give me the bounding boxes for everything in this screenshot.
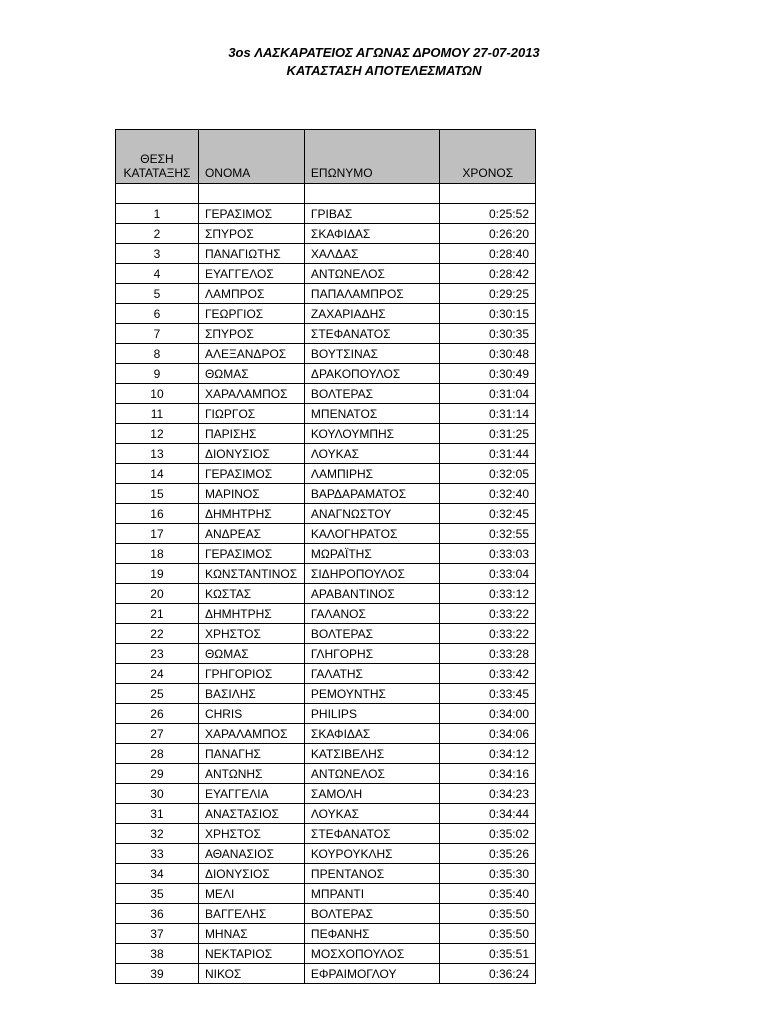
cell-position: 27 (116, 724, 199, 744)
cell-first-name: ΛΑΜΠΡΟΣ (198, 284, 304, 304)
cell-time: 0:35:50 (440, 924, 536, 944)
cell-first-name: ΑΝΔΡΕΑΣ (198, 524, 304, 544)
cell-first-name: ΜΕΛΙ (198, 884, 304, 904)
table-header (116, 130, 536, 184)
cell-position: 39 (116, 964, 199, 984)
table-body (116, 184, 536, 984)
cell-time: 0:31:44 (440, 444, 536, 464)
cell-first-name: ΔΙΟΝΥΣΙΟΣ (198, 444, 304, 464)
cell-first-name: ΚΩΣΤΑΣ (198, 584, 304, 604)
header-first-name: ΟΝΟΜΑ (198, 130, 304, 184)
cell-last-name: ΧΑΛΔΑΣ (304, 244, 440, 264)
cell-time: 0:36:24 (440, 964, 536, 984)
cell-time: 0:35:30 (440, 864, 536, 884)
cell-first-name: ΣΠΥΡΟΣ (198, 224, 304, 244)
cell-last-name: ΓΡΙΒΑΣ (304, 204, 440, 224)
cell-position: 3 (116, 244, 199, 264)
header-time: ΧΡΟΝΟΣ (440, 130, 536, 184)
cell-time: 0:29:25 (440, 284, 536, 304)
table-row (116, 584, 536, 604)
cell-time: 0:28:40 (440, 244, 536, 264)
cell-position: 24 (116, 664, 199, 684)
cell-first-name: ΘΩΜΑΣ (198, 644, 304, 664)
table-row (116, 924, 536, 944)
cell-last-name: ΛΟΥΚΑΣ (304, 804, 440, 824)
table-row (116, 704, 536, 724)
cell-last-name: ΠΡΕΝΤΑΝΟΣ (304, 864, 440, 884)
cell-first-name: ΓΕΡΑΣΙΜΟΣ (198, 464, 304, 484)
cell-time: 0:28:42 (440, 264, 536, 284)
cell-time: 0:32:45 (440, 504, 536, 524)
cell-time: 0:33:03 (440, 544, 536, 564)
cell-last-name: ΡΕΜΟΥΝΤΗΣ (304, 684, 440, 704)
cell-position: 31 (116, 804, 199, 824)
cell-position: 4 (116, 264, 199, 284)
cell-time: 0:33:22 (440, 624, 536, 644)
cell-first-name: ΓΕΡΑΣΙΜΟΣ (198, 544, 304, 564)
cell-time: 0:33:45 (440, 684, 536, 704)
document-title: 3os ΛΑΣΚΑΡΑΤΕΙΟΣ ΑΓΩΝΑΣ ΔΡΟΜΟΥ 27-07-2013 (228, 45, 540, 60)
cell-time: 0:35:50 (440, 904, 536, 924)
cell-first-name: ΕΥΑΓΓΕΛΟΣ (198, 264, 304, 284)
header-position (116, 130, 199, 184)
cell-time: 0:34:06 (440, 724, 536, 744)
empty-cell (116, 184, 199, 204)
cell-first-name: ΑΝΑΣΤΑΣΙΟΣ (198, 804, 304, 824)
cell-first-name: ΑΘΑΝΑΣΙΟΣ (198, 844, 304, 864)
cell-time: 0:34:12 (440, 744, 536, 764)
cell-position: 13 (116, 444, 199, 464)
cell-first-name: ΝΕΚΤΑΡΙΟΣ (198, 944, 304, 964)
table-row (116, 724, 536, 744)
table-row (116, 844, 536, 864)
cell-position: 38 (116, 944, 199, 964)
table-row (116, 524, 536, 544)
table-row (116, 904, 536, 924)
cell-position: 28 (116, 744, 199, 764)
cell-first-name: ΓΕΩΡΓΙΟΣ (198, 304, 304, 324)
cell-time: 0:35:51 (440, 944, 536, 964)
table-row (116, 324, 536, 344)
cell-position: 20 (116, 584, 199, 604)
cell-first-name: ΧΑΡΑΛΑΜΠΟΣ (198, 724, 304, 744)
cell-last-name: PHILIPS (304, 704, 440, 724)
cell-last-name: ΜΟΣΧΟΠΟΥΛΟΣ (304, 944, 440, 964)
cell-time: 0:33:04 (440, 564, 536, 584)
cell-last-name: ΕΦΡΑΙΜΟΓΛΟΥ (304, 964, 440, 984)
cell-time: 0:30:49 (440, 364, 536, 384)
cell-position: 33 (116, 844, 199, 864)
cell-last-name: ΜΩΡΑΪΤΗΣ (304, 544, 440, 564)
cell-position: 36 (116, 904, 199, 924)
table-row (116, 244, 536, 264)
table-row (116, 604, 536, 624)
cell-position: 23 (116, 644, 199, 664)
cell-position: 19 (116, 564, 199, 584)
cell-position: 34 (116, 864, 199, 884)
cell-first-name: ΓΙΩΡΓΟΣ (198, 404, 304, 424)
cell-time: 0:32:55 (440, 524, 536, 544)
cell-first-name: ΣΠΥΡΟΣ (198, 324, 304, 344)
cell-last-name: ΠΕΦΑΝΗΣ (304, 924, 440, 944)
table-row (116, 804, 536, 824)
document-subtitle: ΚΑΤΑΣΤΑΣΗ ΑΠΟΤΕΛΕΣΜΑΤΩΝ (286, 63, 482, 78)
cell-time: 0:34:44 (440, 804, 536, 824)
cell-position: 9 (116, 364, 199, 384)
cell-first-name: ΝΙΚΟΣ (198, 964, 304, 984)
header-position-line1: ΘΕΣΗ (140, 152, 174, 166)
cell-first-name: ΑΛΕΞΑΝΔΡΟΣ (198, 344, 304, 364)
cell-position: 17 (116, 524, 199, 544)
table-row-empty (116, 184, 536, 204)
table-row (116, 464, 536, 484)
cell-position: 10 (116, 384, 199, 404)
cell-position: 14 (116, 464, 199, 484)
cell-time: 0:30:48 (440, 344, 536, 364)
cell-first-name: ΜΗΝΑΣ (198, 924, 304, 944)
cell-last-name: ΓΑΛΑΤΗΣ (304, 664, 440, 684)
cell-time: 0:35:26 (440, 844, 536, 864)
cell-last-name: ΒΟΛΤΕΡΑΣ (304, 384, 440, 404)
table-row (116, 544, 536, 564)
cell-position: 26 (116, 704, 199, 724)
cell-time: 0:31:04 (440, 384, 536, 404)
cell-position: 29 (116, 764, 199, 784)
cell-last-name: ΓΑΛΑΝΟΣ (304, 604, 440, 624)
cell-first-name: ΧΡΗΣΤΟΣ (198, 624, 304, 644)
cell-position: 11 (116, 404, 199, 424)
table-row (116, 664, 536, 684)
table-row (116, 364, 536, 384)
cell-last-name: ΜΠΕΝΑΤΟΣ (304, 404, 440, 424)
cell-last-name: ΣΚΑΦΙΔΑΣ (304, 224, 440, 244)
cell-last-name: ΣΚΑΦΙΔΑΣ (304, 724, 440, 744)
cell-first-name: ΔΙΟΝΥΣΙΟΣ (198, 864, 304, 884)
table-row (116, 404, 536, 424)
cell-first-name: ΠΑΝΑΓΗΣ (198, 744, 304, 764)
cell-first-name: ΓΕΡΑΣΙΜΟΣ (198, 204, 304, 224)
cell-last-name: ΑΝΑΓΝΩΣΤΟΥ (304, 504, 440, 524)
table-row (116, 884, 536, 904)
cell-last-name: ΒΟΛΤΕΡΑΣ (304, 624, 440, 644)
cell-first-name: ΔΗΜΗΤΡΗΣ (198, 604, 304, 624)
table-row (116, 624, 536, 644)
table-row (116, 964, 536, 984)
cell-first-name: ΠΑΡΙΣΗΣ (198, 424, 304, 444)
cell-first-name: ΔΗΜΗΤΡΗΣ (198, 504, 304, 524)
empty-cell (304, 184, 440, 204)
cell-first-name: ΘΩΜΑΣ (198, 364, 304, 384)
cell-position: 21 (116, 604, 199, 624)
cell-last-name: ΒΑΡΔΑΡΑΜΑΤΟΣ (304, 484, 440, 504)
cell-last-name: ΣΤΕΦΑΝΑΤΟΣ (304, 324, 440, 344)
cell-last-name: ΜΠΡΑΝΤΙ (304, 884, 440, 904)
cell-position: 6 (116, 304, 199, 324)
cell-time: 0:33:42 (440, 664, 536, 684)
cell-position: 2 (116, 224, 199, 244)
cell-position: 22 (116, 624, 199, 644)
cell-last-name: ΖΑΧΑΡΙΑΔΗΣ (304, 304, 440, 324)
cell-last-name: ΚΑΛΟΓΗΡΑΤΟΣ (304, 524, 440, 544)
empty-cell (440, 184, 536, 204)
table-row (116, 764, 536, 784)
cell-last-name: ΛΟΥΚΑΣ (304, 444, 440, 464)
table-row (116, 444, 536, 464)
cell-first-name: ΧΑΡΑΛΑΜΠΟΣ (198, 384, 304, 404)
cell-last-name: ΚΟΥΡΟΥΚΛΗΣ (304, 844, 440, 864)
cell-first-name: ΕΥΑΓΓΕΛΙΑ (198, 784, 304, 804)
cell-first-name: ΧΡΗΣΤΟΣ (198, 824, 304, 844)
table-row (116, 304, 536, 324)
table-row (116, 564, 536, 584)
table-row (116, 264, 536, 284)
cell-time: 0:35:02 (440, 824, 536, 844)
cell-position: 15 (116, 484, 199, 504)
cell-position: 8 (116, 344, 199, 364)
table-row (116, 204, 536, 224)
cell-position: 1 (116, 204, 199, 224)
cell-time: 0:30:15 (440, 304, 536, 324)
cell-time: 0:33:22 (440, 604, 536, 624)
cell-last-name: ΒΟΥΤΣΙΝΑΣ (304, 344, 440, 364)
cell-position: 30 (116, 784, 199, 804)
cell-first-name: ΑΝΤΩΝΗΣ (198, 764, 304, 784)
table-row (116, 224, 536, 244)
cell-first-name: ΜΑΡΙΝΟΣ (198, 484, 304, 504)
cell-position: 7 (116, 324, 199, 344)
table-row (116, 424, 536, 444)
cell-first-name: ΒΑΣΙΛΗΣ (198, 684, 304, 704)
cell-last-name: ΠΑΠΑΛΑΜΠΡΟΣ (304, 284, 440, 304)
results-table (115, 129, 536, 984)
cell-position: 18 (116, 544, 199, 564)
cell-last-name: ΒΟΛΤΕΡΑΣ (304, 904, 440, 924)
header-position-line2: ΚΑΤΑΤΑΞΗΣ (123, 166, 191, 180)
cell-time: 0:30:35 (440, 324, 536, 344)
cell-first-name: ΒΑΓΓΕΛΗΣ (198, 904, 304, 924)
cell-first-name: CHRIS (198, 704, 304, 724)
cell-last-name: ΣΑΜΟΛΗ (304, 784, 440, 804)
cell-time: 0:31:25 (440, 424, 536, 444)
cell-time: 0:34:23 (440, 784, 536, 804)
cell-position: 32 (116, 824, 199, 844)
cell-last-name: ΑΡΑΒΑΝΤΙΝΟΣ (304, 584, 440, 604)
table-row (116, 504, 536, 524)
cell-last-name: ΓΛΗΓΟΡΗΣ (304, 644, 440, 664)
header-last-name: ΕΠΩΝΥΜΟ (304, 130, 440, 184)
cell-last-name: ΑΝΤΩΝΕΛΟΣ (304, 264, 440, 284)
table-row (116, 384, 536, 404)
cell-position: 12 (116, 424, 199, 444)
cell-time: 0:31:14 (440, 404, 536, 424)
cell-time: 0:33:12 (440, 584, 536, 604)
cell-time: 0:25:52 (440, 204, 536, 224)
cell-position: 5 (116, 284, 199, 304)
cell-last-name: ΑΝΤΩΝΕΛΟΣ (304, 764, 440, 784)
cell-time: 0:33:28 (440, 644, 536, 664)
cell-position: 35 (116, 884, 199, 904)
cell-last-name: ΣΤΕΦΑΝΑΤΟΣ (304, 824, 440, 844)
cell-last-name: ΚΟΥΛΟΥΜΠΗΣ (304, 424, 440, 444)
table-row (116, 744, 536, 764)
table-row (116, 644, 536, 664)
cell-first-name: ΓΡΗΓΟΡΙΟΣ (198, 664, 304, 684)
table-row (116, 484, 536, 504)
table-row (116, 824, 536, 844)
table-row (116, 784, 536, 804)
table-row (116, 684, 536, 704)
cell-last-name: ΛΑΜΠΙΡΗΣ (304, 464, 440, 484)
cell-time: 0:35:40 (440, 884, 536, 904)
cell-time: 0:34:00 (440, 704, 536, 724)
cell-time: 0:26:20 (440, 224, 536, 244)
cell-position: 25 (116, 684, 199, 704)
cell-last-name: ΣΙΔΗΡΟΠΟΥΛΟΣ (304, 564, 440, 584)
cell-time: 0:32:40 (440, 484, 536, 504)
cell-position: 16 (116, 504, 199, 524)
cell-position: 37 (116, 924, 199, 944)
cell-time: 0:34:16 (440, 764, 536, 784)
cell-last-name: ΚΑΤΣΙΒΕΛΗΣ (304, 744, 440, 764)
cell-first-name: ΚΩΝΣΤΑΝΤΙΝΟΣ (198, 564, 304, 584)
cell-time: 0:32:05 (440, 464, 536, 484)
table-row (116, 864, 536, 884)
cell-first-name: ΠΑΝΑΓΙΩΤΗΣ (198, 244, 304, 264)
table-row (116, 344, 536, 364)
cell-last-name: ΔΡΑΚΟΠΟΥΛΟΣ (304, 364, 440, 384)
table-row (116, 944, 536, 964)
empty-cell (198, 184, 304, 204)
table-row (116, 284, 536, 304)
